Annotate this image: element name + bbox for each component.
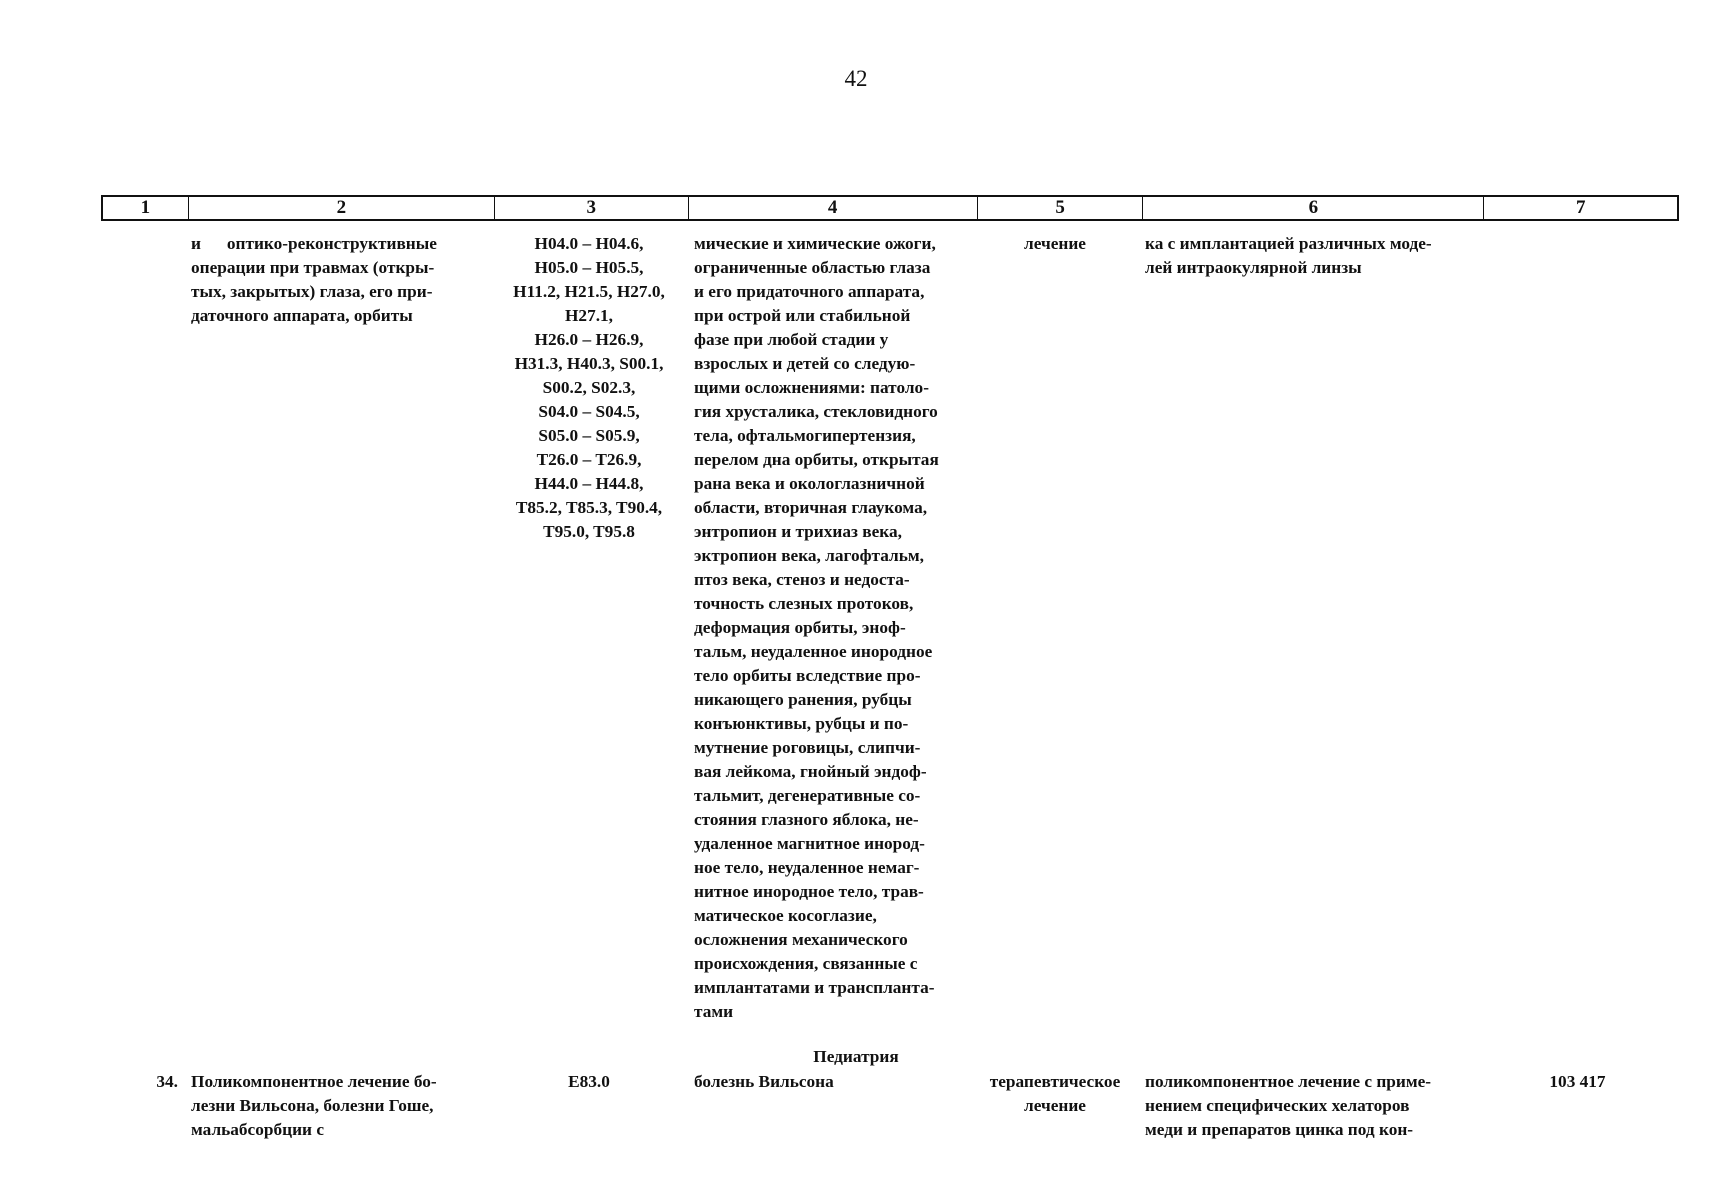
text-line: мутнение роговицы, слипчи- xyxy=(694,738,921,757)
icd-code-line: E83.0 xyxy=(568,1072,610,1091)
text-line: рана века и окологлазничной xyxy=(694,474,925,493)
text-line: мические и химические ожоги, xyxy=(694,234,936,253)
text-line: поликомпонентное лечение с приме- xyxy=(1145,1072,1432,1091)
icd-code-line: H31.3, H40.3, S00.1, xyxy=(514,354,664,373)
text-line: при острой или стабильной xyxy=(694,306,911,325)
row-34-cost: 103 417 xyxy=(1549,1072,1606,1091)
icd-code-line: H04.0 – H04.6, xyxy=(534,234,644,253)
text-line: тела, офтальмогипертензия, xyxy=(694,426,916,445)
row-34-method-description xyxy=(1145,1070,1480,1142)
text-line: удаленное магнитное инород- xyxy=(694,834,925,853)
text-line: болезнь Вильсона xyxy=(694,1072,834,1091)
icd-code-line: H27.1, xyxy=(564,306,613,325)
continued-row-diagnosis xyxy=(694,232,974,1024)
text-line: происхождения, связанные с xyxy=(694,954,918,973)
icd-code-line: H05.0 – H05.5, xyxy=(534,258,644,277)
text-line: Поликомпонентное лечение бо- xyxy=(191,1072,437,1091)
text-line: даточного аппарата, орбиты xyxy=(191,306,413,325)
header-col-2: 2 xyxy=(189,197,495,219)
text-line: гия хрусталика, стекловидного xyxy=(694,402,938,421)
row-34-number: 34. xyxy=(156,1072,178,1091)
text-line: птоз века, стеноз и недоста- xyxy=(694,570,910,589)
header-col-1: 1 xyxy=(103,197,189,219)
text-line: матическое косоглазие, xyxy=(694,906,877,925)
icd-code-line: S04.0 – S04.5, xyxy=(538,402,640,421)
text-line: терапевтическое xyxy=(989,1072,1121,1091)
text-line: нитное инородное тело, трав- xyxy=(694,882,924,901)
text-line: тами xyxy=(694,1002,734,1021)
text-line: щими осложнениями: патоло- xyxy=(694,378,929,397)
row-34-method-name xyxy=(191,1070,486,1142)
text-line: деформация орбиты, эноф- xyxy=(694,618,906,637)
text-line: точность слезных протоков, xyxy=(694,594,914,613)
text-line: вая лейкома, гнойный эндоф- xyxy=(694,762,927,781)
text-line: ное тело, неудаленное немаг- xyxy=(694,858,920,877)
icd-code-line: T95.0, T95.8 xyxy=(543,522,635,541)
text-line: и его придаточного аппарата, xyxy=(694,282,925,301)
continued-row-method-name xyxy=(191,232,486,328)
header-col-4: 4 xyxy=(689,197,978,219)
text-line: ограниченные областью глаза xyxy=(694,258,931,277)
text-line: стояния глазного яблока, не- xyxy=(694,810,919,829)
icd-code-line: T26.0 – T26.9, xyxy=(536,450,642,469)
text-line: осложнения механического xyxy=(694,930,908,949)
header-col-3: 3 xyxy=(495,197,689,219)
icd-code-line: T85.2, T85.3, T90.4, xyxy=(515,498,663,517)
text-line: эктропион века, лагофтальм, xyxy=(694,546,924,565)
icd-code-line: H44.0 – H44.8, xyxy=(534,474,644,493)
text-line: тых, закрытых) глаза, его при- xyxy=(191,282,433,301)
text-line: мальабсорбции с xyxy=(191,1120,324,1139)
icd-code-line: H26.0 – H26.9, xyxy=(534,330,644,349)
header-col-6: 6 xyxy=(1143,197,1484,219)
text-line: тальм, неудаленное инородное xyxy=(694,642,933,661)
text-line: тальмит, дегенеративные со- xyxy=(694,786,921,805)
text-line: меди и препаратов цинка под кон- xyxy=(1145,1120,1414,1139)
text-line: имплантатами и транспланта- xyxy=(694,978,935,997)
row-34-icd-codes xyxy=(494,1070,684,1094)
text-line: лечение xyxy=(1024,234,1086,253)
continued-row-treatment-type xyxy=(980,232,1130,256)
text-line: ка с имплантацией различных моде- xyxy=(1145,234,1432,253)
text-line: взрослых и детей со следую- xyxy=(694,354,916,373)
text-line: операции при травмах (откры- xyxy=(191,258,435,277)
text-line: тело орбиты вследствие про- xyxy=(694,666,921,685)
text-line: энтропион и трихиаз века, xyxy=(694,522,902,541)
continued-row-icd-codes xyxy=(494,232,684,544)
table-column-header-row xyxy=(101,195,1679,221)
header-col-5: 5 xyxy=(978,197,1144,219)
text-line: фазе при любой стадии у xyxy=(694,330,889,349)
row-34-treatment-type xyxy=(980,1070,1130,1118)
icd-code-line: H11.2, H21.5, H27.0, xyxy=(513,282,665,301)
row-34-diagnosis xyxy=(694,1070,974,1094)
text-line: нением специфических хелаторов xyxy=(1145,1096,1410,1115)
section-title-pediatrics: Педиатрия xyxy=(813,1047,899,1066)
text-line: лезни Вильсона, болезни Гоше, xyxy=(191,1096,434,1115)
text-line: перелом дна орбиты, открытая xyxy=(694,450,939,469)
text-line: и оптико-реконструктивные xyxy=(191,234,437,253)
text-line: никающего ранения, рубцы xyxy=(694,690,912,709)
text-line: лечение xyxy=(1024,1096,1086,1115)
continued-row-method-description xyxy=(1145,232,1480,280)
text-line: лей интраокулярной линзы xyxy=(1145,258,1362,277)
icd-code-line: S05.0 – S05.9, xyxy=(538,426,640,445)
text-line: области, вторичная глаукома, xyxy=(694,498,928,517)
icd-code-line: S00.2, S02.3, xyxy=(542,378,636,397)
header-col-7: 7 xyxy=(1575,197,1586,218)
text-line: конъюнктивы, рубцы и по- xyxy=(694,714,909,733)
page-number: 42 xyxy=(844,66,868,91)
